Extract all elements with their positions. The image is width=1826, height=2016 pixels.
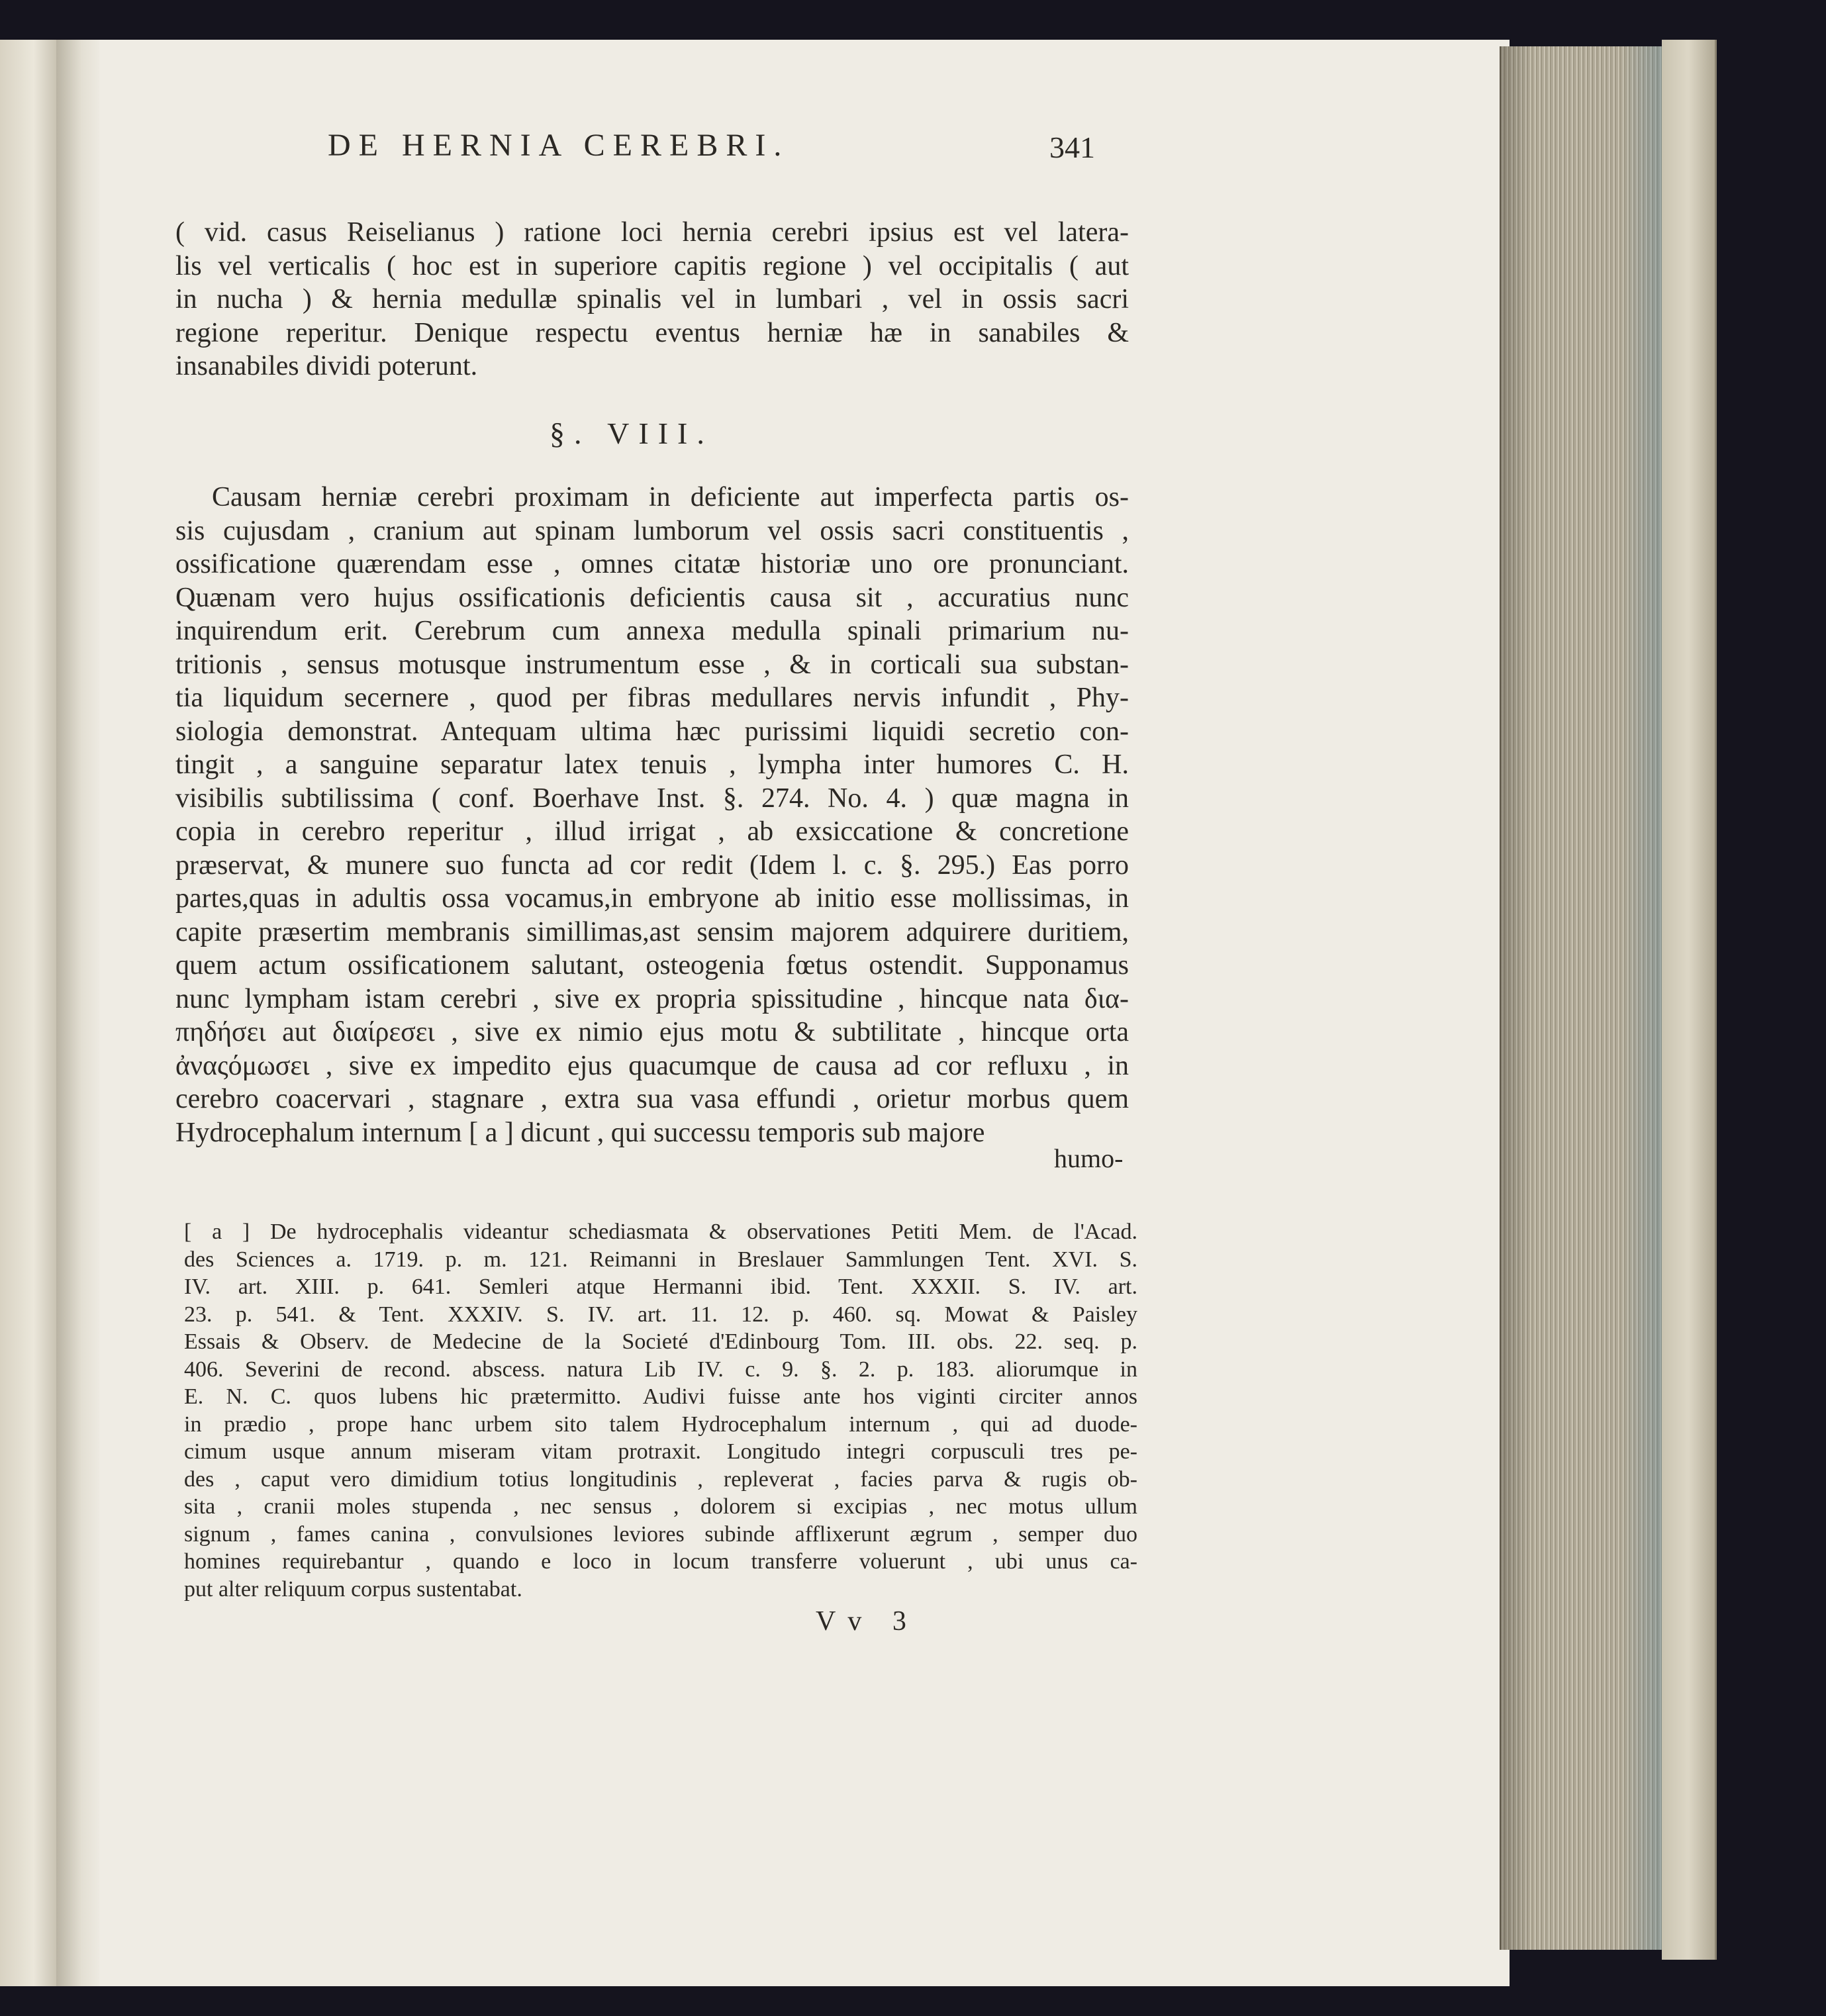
footnote-line: 406. Severini de recond. abscess. natura Lib IV. c. 9. §. 2. p. 183. aliorumque in bbox=[184, 1357, 1137, 1382]
footnote-line: des , caput vero dimidium totius longitudinis , repleverat , facies parva & rugis ob- bbox=[184, 1466, 1137, 1492]
footnote-line: [ a ] De hydrocephalis videantur schediasmata & observationes Petiti Mem. de l'Acad. bbox=[184, 1220, 1137, 1244]
text-line: πηδήσει aut διαίρεσει , sive ex nimio ejus motu & subtilitate , hincque orta bbox=[175, 1017, 1129, 1047]
text-line: tritionis , sensus motusque instrumentum esse , & in corticali sua substan- bbox=[175, 649, 1129, 680]
text-line: ( vid. casus Reiselianus ) ratione loci hernia cerebri ipsius est vel latera- bbox=[175, 217, 1129, 248]
text-line: tia liquidum secernere , quod per fibras medullares nervis infundit , Phy- bbox=[175, 683, 1129, 713]
text-line: partes,quas in adultis ossa vocamus,in embryone ab initio esse mollissimas, in bbox=[175, 883, 1129, 914]
footnote-line: IV. art. XIII. p. 641. Semleri atque Hermanni ibid. Tent. XXXII. S. IV. art. bbox=[184, 1274, 1137, 1299]
footnote-line: homines requirebantur , quando e loco in locum transferre voluerunt , ubi unus ca- bbox=[184, 1549, 1137, 1574]
footnote-line: sita , cranii moles stupenda , nec sensus , dolorem si excipias , nec motus ullum bbox=[184, 1494, 1137, 1519]
section-heading: §. VIII. bbox=[550, 416, 714, 450]
footnote-line: put alter reliquum corpus sustentabat. bbox=[184, 1576, 522, 1602]
footnote-line: in prædio , prope hanc urbem sito talem Hydrocephalum internum , qui ad duode- bbox=[184, 1412, 1137, 1437]
cover-edge bbox=[1662, 40, 1717, 1960]
footnote-line: des Sciences a. 1719. p. m. 121. Reimanni in Breslauer Sammlungen Tent. XVI. S. bbox=[184, 1247, 1137, 1272]
catchword: humo- bbox=[1054, 1143, 1124, 1173]
footnote-line: Essais & Observ. de Medecine de la Societé d'Edinbourg Tom. III. obs. 22. seq. p. bbox=[184, 1329, 1137, 1354]
text-line: in nucha ) & hernia medullæ spinalis vel in lumbari , vel in ossis sacri bbox=[175, 284, 1129, 314]
gutter bbox=[56, 40, 103, 1986]
text-line: nunc lympham istam cerebri , sive ex propria spissitudine , hincque nata δια- bbox=[175, 983, 1129, 1014]
running-head-title: DE HERNIA CEREBRI. bbox=[328, 128, 790, 163]
text-line: sis cujusdam , cranium aut spinam lumborum vel ossis sacri constituentis , bbox=[175, 515, 1129, 546]
text-line: inquirendum erit. Cerebrum cum annexa medulla spinali primarium nu- bbox=[175, 616, 1129, 646]
text-line: lis vel verticalis ( hoc est in superiore capitis regione ) vel occipitalis ( aut bbox=[175, 250, 1129, 281]
text-line: præservat, & munere suo functa ad cor redit (Idem l. c. §. 295.) Eas porro bbox=[175, 849, 1129, 881]
text-line: Causam herniæ cerebri proximam in deficiente aut imperfecta partis os- bbox=[212, 482, 1129, 512]
signature-mark: Vv 3 bbox=[816, 1606, 918, 1637]
footnote-line: E. N. C. quos lubens hic prætermitto. Audivi fuisse ante hos viginti circiter annos bbox=[184, 1384, 1137, 1409]
text-line: regione reperitur. Denique respectu eventus herniæ hæ in sanabiles & bbox=[175, 317, 1129, 348]
text-line: Hydrocephalum internum [ a ] dicunt , qui successu temporis sub majore bbox=[175, 1117, 985, 1148]
footnote-line: signum , fames canina , convulsiones leviores subinde afflixerunt ægrum , semper duo bbox=[184, 1521, 1137, 1547]
text-line: Quænam vero hujus ossificationis deficientis causa sit , accuratius nunc bbox=[175, 582, 1129, 613]
text-line: capite præsertim membranis simillimas,ast sensim majorem adquirere duritiem, bbox=[175, 916, 1129, 947]
text-line: visibilis subtilissima ( conf. Boerhave Inst. §. 274. No. 4. ) quæ magna in bbox=[175, 783, 1129, 814]
fore-edge-shade bbox=[1500, 46, 1662, 1950]
text-line: ossificatione quærendam esse , omnes citatæ historiæ uno ore pronunciant. bbox=[175, 549, 1129, 579]
text-line: siologia demonstrat. Antequam ultima hæc purissimi liquidi secretio con- bbox=[175, 716, 1129, 747]
text-line: cerebro coacervari , stagnare , extra sua vasa effundi , orietur morbus quem bbox=[175, 1084, 1129, 1114]
text-line: quem actum ossificationem salutant, osteogenia fœtus ostendit. Supponamus bbox=[175, 950, 1129, 981]
left-page-edge bbox=[0, 40, 58, 1986]
text-line: tingit , a sanguine separatur latex tenuis , lympha inter humores C. H. bbox=[175, 749, 1129, 780]
text-line: copia in cerebro reperitur , illud irrigat , ab exsiccatione & concretione bbox=[175, 816, 1129, 847]
text-line: insanabiles dividi poterunt. bbox=[175, 351, 478, 381]
footnote-line: 23. p. 541. & Tent. XXXIV. S. IV. art. 11. 12. p. 460. sq. Mowat & Paisley bbox=[184, 1302, 1137, 1327]
page-number: 341 bbox=[1049, 130, 1095, 164]
footnote-line: cimum usque annum miseram vitam protraxit. Longitudo integri corpusculi tres pe- bbox=[184, 1439, 1137, 1464]
text-line: ἀναςόμωσει , sive ex impedito ejus quacumque de causa ad cor refluxu , in bbox=[175, 1050, 1129, 1081]
